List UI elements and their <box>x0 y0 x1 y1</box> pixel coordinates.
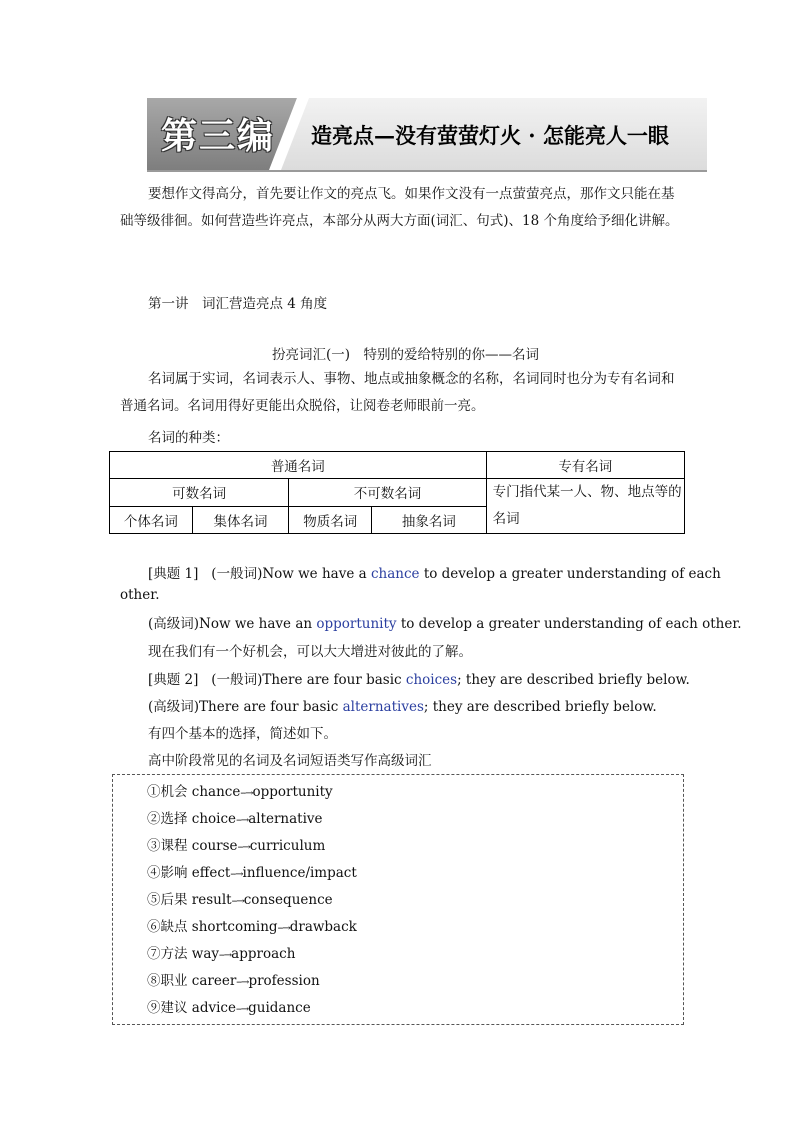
common-noun-header: 普通名词 <box>110 452 487 479</box>
individual-noun-cell: 个体名词 <box>110 506 193 534</box>
example2-advanced-line <box>148 695 657 715</box>
example1-basic-post: to develop a greater understanding of each <box>419 566 721 582</box>
example2-adv-word: alternatives <box>342 699 424 715</box>
example1-basic-word: chance <box>370 566 420 582</box>
example2-basic-label: (一般词) <box>211 672 263 688</box>
proper-noun-header: 专有名词 <box>486 452 684 479</box>
vocab-item: ⑥缺点 shortcoming--→drawback <box>147 919 357 935</box>
example1-tag: [典题 1] <box>148 566 199 582</box>
noun-intro-paragraph: 名词属于实词，名词表示人、事物、地点或抽象概念的名称，名词同时也分为专有名词和普通名词。名词用得好更能出众脱俗，让阅卷老师眼前一亮。 <box>120 371 675 414</box>
intro-paragraph: 要想作文得高分，首先要让作文的亮点飞。如果作文没有一点萤萤亮点，那作文只能在基础等级徘徊。如何营造些许亮点，本部分从两大方面(词汇、句式)、18 个角度给予细化讲解。 <box>120 186 679 229</box>
example2-basic-post: ; they are described briefly below. <box>457 672 690 688</box>
lecture-heading: 第一讲 词汇营造亮点 4 角度 <box>148 296 328 312</box>
example2-adv-post: ; they are described briefly below. <box>423 699 657 715</box>
example2-basic-pre: There are four basic <box>262 672 406 688</box>
part-number: 第三编 <box>161 116 276 157</box>
vocab-item: ⑦方法 way--→approach <box>147 946 296 962</box>
example1-adv-label: (高级词) <box>148 616 200 632</box>
noun-types-table <box>109 451 685 534</box>
example1-basic-label: (一般词) <box>211 566 263 582</box>
example1-advanced-line <box>148 612 742 632</box>
countable-noun-cell: 可数名词 <box>110 479 289 507</box>
example2-translation: 有四个基本的选择，简述如下。 <box>148 726 337 742</box>
example2-tag: [典题 2] <box>148 672 199 688</box>
example1-adv-post: to develop a greater understanding of each other. <box>396 616 742 632</box>
part-title: 造亮点—没有萤萤灯火 · 怎能亮人一眼 <box>311 123 669 148</box>
example2-basic-word: choices <box>405 672 458 688</box>
vocab-item: ①机会 chance--→opportunity <box>147 784 333 800</box>
example2-basic-line <box>148 668 690 688</box>
material-noun-cell: 物质名词 <box>289 506 372 534</box>
vocab-list-box <box>112 774 684 1025</box>
example1-basic-pre: Now we have a <box>262 566 371 582</box>
example2-adv-pre: There are four basic <box>199 699 343 715</box>
collective-noun-cell: 集体名词 <box>192 506 289 534</box>
banner-underline <box>147 170 707 172</box>
example2-adv-label: (高级词) <box>148 699 200 715</box>
vocab-item: ②选择 choice--→alternative <box>147 811 323 827</box>
example1-adv-word: opportunity <box>316 616 397 632</box>
vocab-item: ⑨建议 advice--→guidance <box>147 1000 311 1016</box>
uncountable-noun-cell: 不可数名词 <box>289 479 486 507</box>
vocab-item: ⑧职业 career--→profession <box>147 973 320 989</box>
example1-adv-pre: Now we have an <box>199 616 317 632</box>
example1-basic-line <box>148 562 721 582</box>
section-heading: 扮亮词汇(一) 特别的爱给特别的你——名词 <box>272 347 540 363</box>
example1-translation: 现在我们有一个好机会，可以大大增进对彼此的了解。 <box>148 644 472 660</box>
vocab-heading: 高中阶段常见的名词及名词短语类写作高级词汇 <box>148 753 432 769</box>
vocab-item: ④影响 effect--→influence/impact <box>147 865 357 881</box>
vocab-item: ⑤后果 result--→consequence <box>147 892 333 908</box>
proper-noun-description: 专门指代某一人、物、地点等的名词 <box>486 479 684 534</box>
abstract-noun-cell: 抽象名词 <box>372 506 487 534</box>
noun-types-label: 名词的种类： <box>148 430 229 446</box>
example1-basic-wrap: other. <box>120 587 160 603</box>
chapter-banner <box>147 98 707 174</box>
vocab-item: ③课程 course--→curriculum <box>147 838 326 854</box>
